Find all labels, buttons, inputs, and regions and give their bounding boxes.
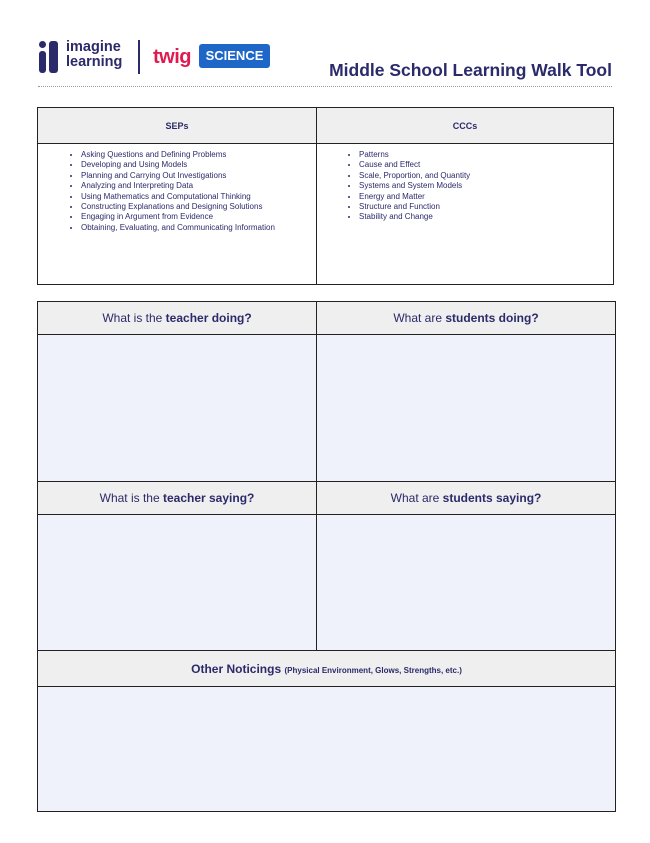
practices-table xyxy=(37,107,614,285)
students-saying-emphasis: students saying? xyxy=(442,491,542,505)
imagine-learning-mark-icon xyxy=(38,40,62,74)
header-divider xyxy=(38,86,612,87)
sep-item: • Engaging in Argument from Evidence xyxy=(81,212,312,222)
imagine-line2: learning xyxy=(66,54,123,70)
ccc-item: • Systems and System Models xyxy=(359,181,609,191)
sep-header: SEPs xyxy=(38,108,317,144)
observation-table xyxy=(37,301,616,812)
sep-item: • Planning and Carrying Out Investigations xyxy=(81,171,312,181)
imagine-learning-logo xyxy=(38,40,138,74)
ccc-header: CCCs xyxy=(317,108,614,144)
ccc-item: • Structure and Function xyxy=(359,202,609,212)
logo-divider xyxy=(138,40,140,74)
ccc-item: • Stability and Change xyxy=(359,212,609,222)
teacher-saying-header xyxy=(38,482,317,515)
sep-item: • Obtaining, Evaluating, and Communicating Information xyxy=(81,223,312,233)
other-noticings-field[interactable] xyxy=(38,687,616,812)
ccc-item: • Patterns xyxy=(359,150,609,160)
teacher-doing-header xyxy=(38,302,317,335)
sep-item: • Analyzing and Interpreting Data xyxy=(81,181,312,191)
ccc-item: • Cause and Effect xyxy=(359,160,609,170)
teacher-saying-emphasis: teacher saying? xyxy=(162,491,255,505)
sep-list-cell xyxy=(38,144,317,285)
students-doing-emphasis: students doing? xyxy=(445,311,539,325)
other-noticings-header xyxy=(38,651,616,687)
science-badge: SCIENCE xyxy=(199,44,270,68)
students-doing-field[interactable] xyxy=(317,335,616,482)
other-noticings-title: Other Noticings xyxy=(191,661,282,676)
students-doing-header xyxy=(317,302,616,335)
sep-item: • Developing and Using Models xyxy=(81,160,312,170)
teacher-doing-prefix: What is the xyxy=(102,311,166,325)
sep-item: • Using Mathematics and Computational Thinking xyxy=(81,192,312,202)
sep-item: • Constructing Explanations and Designing Solutions xyxy=(81,202,312,212)
students-saying-prefix: What are xyxy=(390,491,443,505)
teacher-doing-emphasis: teacher doing? xyxy=(165,311,252,325)
twig-logo-text: twig xyxy=(153,46,191,68)
page-header xyxy=(38,38,612,88)
teacher-saying-field[interactable] xyxy=(38,515,317,651)
page-title: Middle School Learning Walk Tool xyxy=(329,60,612,80)
teacher-saying-prefix: What is the xyxy=(99,491,163,505)
students-saying-header xyxy=(317,482,616,515)
students-saying-field[interactable] xyxy=(317,515,616,651)
ccc-item: • Energy and Matter xyxy=(359,192,609,202)
sep-item: • Asking Questions and Defining Problems xyxy=(81,150,312,160)
other-noticings-subtitle: (Physical Environment, Glows, Strengths, etc.) xyxy=(284,665,462,675)
sep-list xyxy=(42,150,312,233)
ccc-list xyxy=(321,150,609,223)
ccc-item: • Scale, Proportion, and Quantity xyxy=(359,171,609,181)
imagine-line1: imagine xyxy=(66,39,121,55)
students-doing-prefix: What are xyxy=(393,311,446,325)
teacher-doing-field[interactable] xyxy=(38,335,317,482)
ccc-list-cell xyxy=(317,144,614,285)
imagine-learning-wordmark xyxy=(66,40,122,70)
